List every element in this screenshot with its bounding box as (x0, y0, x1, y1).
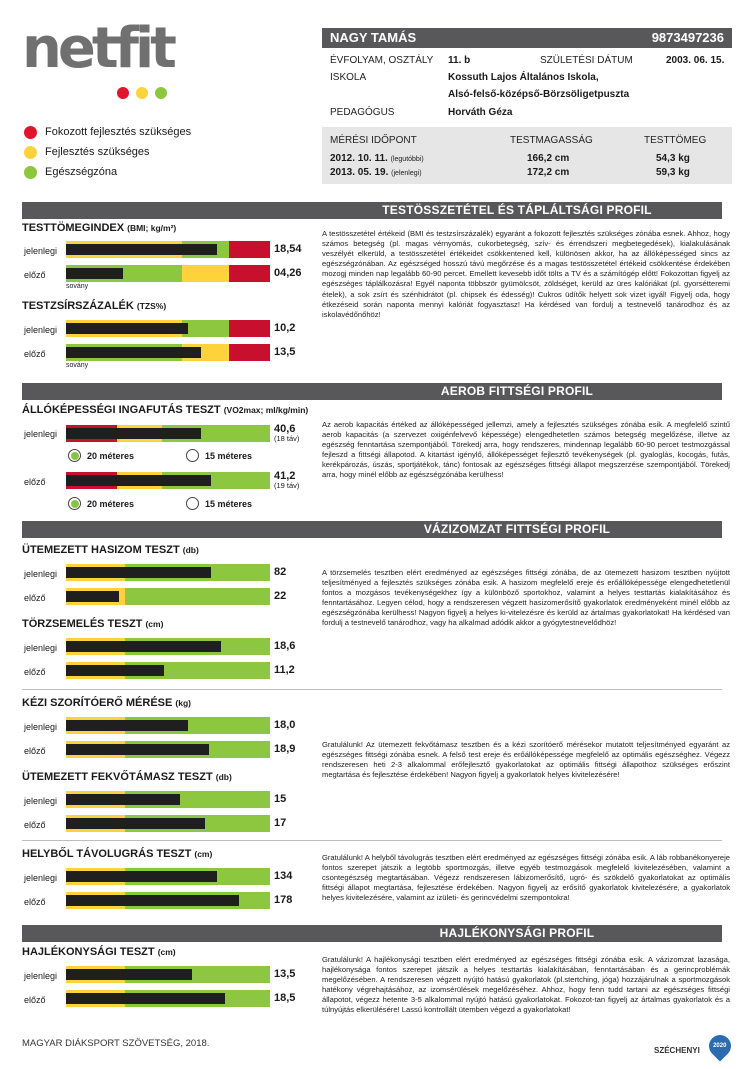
measure-weight-2: 59,3 kg (656, 167, 690, 178)
bmi-previous-label: előző (24, 270, 46, 280)
tzs-title: TESTZSÍRSZÁZALÉK (TZS%) (22, 300, 167, 312)
bmi-current-value: 18,54 (274, 243, 302, 255)
bmi-title: TESTTÖMEGINDEX (BMI; kg/m²) (22, 222, 177, 234)
torzs-current-label: jelenlegi (24, 643, 58, 653)
hajlekony-previous-value: 18,5 (274, 992, 296, 1004)
radio-unchecked-icon (186, 449, 199, 462)
teacher-value: Horváth Géza (448, 107, 513, 118)
aerob-current-radio-20m[interactable]: 20 méteres (68, 449, 134, 462)
section-posture-header: VÁZIZOMZAT FITTSÉGI PROFIL (22, 521, 722, 538)
school-label: ISKOLA (330, 72, 367, 83)
kezi-current-fill (66, 720, 188, 731)
logo-dots (117, 87, 167, 99)
fekvo-current-fill (66, 794, 180, 805)
measure-height-1: 166,2 cm (527, 153, 570, 164)
grade-label: ÉVFOLYAM, OSZTÁLY (330, 55, 434, 66)
measure-date-header: MÉRÉSI IDŐPONT (330, 135, 417, 146)
tavolugras-title: HELYBŐL TÁVOLUGRÁS TESZT (cm) (22, 848, 213, 860)
measure-height-2: 172,2 cm (527, 167, 570, 178)
bmi-current-fill (66, 244, 217, 255)
aerob-previous-radio-15m[interactable]: 15 méteres (186, 497, 252, 510)
torzs-previous-value: 11,2 (274, 664, 295, 676)
kezi-current-label: jelenlegi (24, 722, 58, 732)
fekvo-current-value: 15 (274, 793, 287, 805)
hajlekony-current-value: 13,5 (274, 968, 296, 980)
hajlekony-previous-label: előző (24, 995, 46, 1005)
torzs-previous-label: előző (24, 667, 46, 677)
footer-org: MAGYAR DIÁKSPORT SZÖVETSÉG, 2018. (22, 1038, 210, 1049)
tzs-sovany-label: sovány (66, 362, 89, 369)
zone-segment (229, 344, 270, 361)
color-legend (24, 122, 191, 182)
aerob-title: ÁLLÓKÉPESSÉGI INGAFUTÁS TESZT (VO2max; ml/kg/min) (22, 404, 309, 416)
measure-row-1: 2012. 10. 11. (legutóbbi) (330, 153, 424, 164)
section-aerob-header: AEROB FITTSÉGI PROFIL (22, 383, 722, 400)
legend-label: Egészségzóna (45, 166, 118, 178)
hasizom-current-fill (66, 567, 211, 578)
school-line1: Kossuth Lajos Általános Iskola, (448, 72, 599, 83)
aerob-current-value: 40,6 (18 táv) (274, 423, 300, 443)
kezi-title: KÉZI SZORÍTÓERŐ MÉRÉSE (kg) (22, 697, 192, 709)
hajlekony-current-label: jelenlegi (24, 971, 58, 981)
kezi-previous-fill (66, 744, 209, 755)
divider (22, 840, 722, 841)
flex-text: Gratulálunk! A hajlékonysági tesztben elért eredményed az egészséges fittségi zónába esik. A vázizomzat lazasága, hajlékonysága fontos szerepet játszik a helyes testtartás kialakításában, fenntartásában és a gerincproblémák megelőzésében. A rendszeresen végzett nyújtó hatású gyakorlatok (pl.stertching, jóga) hozzájárulnak a sportmozgások hatékony végrehajtásához, az izomsérülések megelőzéséhez. Ahhoz, hogy fenn tudd tartani az egészséges fittségi állapotot, végezz hetente 3-5 alkalommal nyújtó hatású gyakorlatokat. Fokozot-tan figyelj az ártalmas gyakorlatok és a túlnyújtás elkerülésére! Lassú kontrollált ütemben végezd a gyakorlatokat! (322, 955, 730, 1015)
hajlekony-previous-fill (66, 993, 225, 1004)
hasizom-previous-label: előző (24, 593, 46, 603)
hajlekony-current-fill (66, 969, 192, 980)
aerob-current-label: jelenlegi (24, 429, 58, 439)
kezi-previous-value: 18,9 (274, 743, 296, 755)
aerob-current-radio-15m[interactable]: 15 méteres (186, 449, 252, 462)
kezi-previous-label: előző (24, 746, 46, 756)
school-line2: Alsó-felső-középső-Börzsöligetpuszta (448, 89, 630, 100)
birth-value: 2003. 06. 15. (666, 55, 725, 66)
tavolugras-previous-label: előző (24, 897, 46, 907)
tavolugras-previous-fill (66, 895, 239, 906)
torzs-previous-fill (66, 665, 164, 676)
fekvo-previous-fill (66, 818, 205, 829)
radio-unchecked-icon (186, 497, 199, 510)
zone-segment (229, 241, 270, 258)
fekvo-title: ÜTEMEZETT FEKVŐTÁMASZ TESZT (db) (22, 771, 232, 783)
fekvo-previous-value: 17 (274, 817, 287, 829)
bmi-previous-fill (66, 268, 123, 279)
section-flex-header: HAJLÉKONYSÁGI PROFIL (22, 925, 722, 942)
aerob-previous-fill (66, 475, 211, 486)
tzs-current-fill (66, 323, 188, 334)
hasizom-current-label: jelenlegi (24, 569, 58, 579)
posture-text-3: Gratulálunk! A helyből távolugrás tesztben elért eredményed az egészséges fittségi zónába esik. A láb robbanékonyerejе fontos szerepet játszik a legtöbb sportmozgás, illetve egyéb testmozgások megfelelő kivitelezésében, valamint a csontegészség megtartásában. Végezz rendszeresen lábizomerősítő, ugró- és szökdelő gyakorlatokat az optimális fittségi állapot megtartása, fejlesztése érdekében. Nagyon figyelj az erősítő gyakorlatok kivitelezésére, a gyakorlatok helyes kivitelezésére, valamint az izületi- és gerincvédelmi szempontokra! (322, 853, 730, 903)
measure-height-header: TESTMAGASSÁG (510, 135, 593, 146)
measure-weight-header: TESTTÖMEG (644, 135, 707, 146)
hasizom-title: ÜTEMEZETT HASIZOM TESZT (db) (22, 544, 199, 556)
aerob-text: Az aerob kapacitás értéked az állóképességed jellemzi, amely a fejlesztés szükséges zónába esik. A megfelelő szintű aerob kapacitás (a szervezet oxigénfelvevő képessége) elengedhetetlen számos betegség megelőzése, illetve az egészség fenntartása szempontjából. Törekedj arra, hogy rendszeres, mindennap legalább 60-90 percet testmozgással fejleszd a fittségi állapotod. A kitartást igénylő, állóképességet fejlesztő tevékenységek (pl. gyaloglás, kocogás, futás, kerékpározás, úszás, sportjátékok, tánc) fontosak az egészséges fittségi állapot megszerzése szempontjából. Törekedj arra, hogy minél előbb az egészségzónába kerülhess! (322, 420, 730, 480)
hasizom-previous-value: 22 (274, 590, 287, 602)
hajlekony-title: HAJLÉKONYSÁGI TESZT (cm) (22, 946, 176, 958)
tzs-previous-fill (66, 347, 201, 358)
student-name: NAGY TAMÁS (330, 30, 417, 45)
tavolugras-previous-value: 178 (274, 894, 293, 906)
posture-text-1: A törzsemelés tesztben elért eredményed az egészséges fittségi zónába, de az ütemezett hasizom tesztben nyújtott teljesítményed a fejlesztés szükséges zónába esik. A hasizom megfelelő ereje és erőállóképessége elengedhetetlenül fontos a mozgásos tevékenységekhez így a különböző sportokhoz, valamint a helyes testtartás kialakításához és fenntartásához. Legyen célod, hogy a rendszeresen végzett hasizomerősítő gyakorlatok eredményeként minél előbb az egészségzónába kerülhess! Nagyon figyelj a helyes ki-vitelezésre és kerüld az ártalmas gyakorlatokat! Ha kérdésed van fordulj a testnevelő tanárodhoz, vagy ha alkalmad adódik akkor a gyógytestnevelődhöz! (322, 568, 730, 628)
measurement-box (322, 127, 732, 184)
zone-segment (182, 320, 229, 337)
tzs-previous-label: előző (24, 349, 46, 359)
divider (22, 689, 722, 690)
torzs-current-value: 18,6 (274, 640, 296, 652)
bmi-previous-value: 04,26 (274, 267, 302, 279)
zone-segment (229, 320, 270, 337)
radio-checked-icon (68, 449, 81, 462)
torzs-title: TÖRZSEMELÉS TESZT (cm) (22, 618, 164, 630)
hasizom-current-value: 82 (274, 566, 287, 578)
zone-segment (125, 588, 270, 605)
legend-label: Fejlesztés szükséges (45, 146, 150, 158)
hasizom-previous-fill (66, 591, 119, 602)
radio-checked-icon (68, 497, 81, 510)
tzs-current-label: jelenlegi (24, 325, 58, 335)
student-header (322, 28, 732, 48)
fekvo-previous-label: előző (24, 820, 46, 830)
teacher-label: PEDAGÓGUS (330, 107, 395, 118)
bmi-sovany-label: sovány (66, 283, 89, 290)
tavolugras-current-value: 134 (274, 870, 293, 882)
aerob-previous-label: előző (24, 477, 46, 487)
netfit-logo: netfit (22, 16, 173, 81)
zone-segment (229, 265, 270, 282)
section-body-header: TESTÖSSZETÉTEL ÉS TÁPLÁLTSÁGI PROFIL (22, 202, 722, 219)
kezi-current-value: 18,0 (274, 719, 296, 731)
measure-weight-1: 54,3 kg (656, 153, 690, 164)
measure-row-2: 2013. 05. 19. (jelenlegi) (330, 167, 422, 178)
aerob-previous-radio-20m[interactable]: 20 méteres (68, 497, 134, 510)
torzs-current-fill (66, 641, 221, 652)
grade-value: 11. b (448, 55, 471, 66)
tzs-previous-value: 13,5 (274, 346, 296, 358)
posture-text-2: Gratulálunk! Az ütemezett fekvőtámasz tesztben és a kézi szorítóerő mérésekor mutatott teljesítményed egyaránt az egészséges fittségi zónába esnek. A felső test ereje és erőállóképessége megfelelő az optimális egészséghez. Végezz rendszeresen heti 2-3 alkalommal erőfejlesztő gyakorlatokat az optimális fittségi állapothoz szükséges erőszint megtartása és fejlesztése érdekében! Nagyon figyelj a gyakorlatok helyes kivitelezésére! (322, 740, 730, 780)
aerob-previous-value: 41,2 (19 táv) (274, 470, 300, 490)
student-id: 9873497236 (651, 30, 724, 45)
body-text: A testösszetétel értékeid (BMI és testzsírszázalék) egyaránt a fokozott fejlesztés szükséges zónába esnek. Ahhoz, hogy számos betegség (pl. magas vérnyomás, cukorbetegség, szív- és érrendszeri megbetegedések), kialakulásának veszélyét elkerüld, a testösszetétel értékeidet csökkentened kell, különösen akkor, ha az állóképességed sincs az egészségzónában. Az egészséged hosszú távú megőrzése és a magas testösszetétel értékeid csökkentése érdekében mozogj minden nap legalább 60-90 percet. Emellett kevesebb időt tölts a TV és a számítógép előtt! Fokozottan figyelj az egészséges táplálkozásra! Egyél naponta többször gyümölcsöt, zöldséget, kerüld az üres kalóriákat (pl. gyorsétteremi ételek), a sok zsírt és szénhidrátot (pl. chipsek és édesség)! Cukros üdítők helyett sok vizet igyál! Figyelj oda, hogy étkezéseid során naponta mennyi kalóriát fogyasztasz! Ha kérdésed van fordulj a testnevelő tanárodhoz és az iskolavédőnőhöz! (322, 229, 730, 319)
fekvo-current-label: jelenlegi (24, 796, 58, 806)
tavolugras-current-label: jelenlegi (24, 873, 58, 883)
legend-item-red (24, 122, 191, 142)
bmi-current-label: jelenlegi (24, 246, 58, 256)
legend-item-green (24, 162, 191, 182)
zone-segment (182, 265, 229, 282)
tavolugras-current-fill (66, 871, 217, 882)
aerob-current-fill (66, 428, 201, 439)
legend-item-yellow (24, 142, 191, 162)
szechenyi-label: SZÉCHENYI (654, 1046, 700, 1055)
legend-label: Fokozott fejlesztés szükséges (45, 126, 192, 138)
szechenyi-logo-icon: 2020 (704, 1030, 735, 1061)
tzs-current-value: 10,2 (274, 322, 296, 334)
birth-label: SZÜLETÉSI DÁTUM (540, 55, 633, 66)
